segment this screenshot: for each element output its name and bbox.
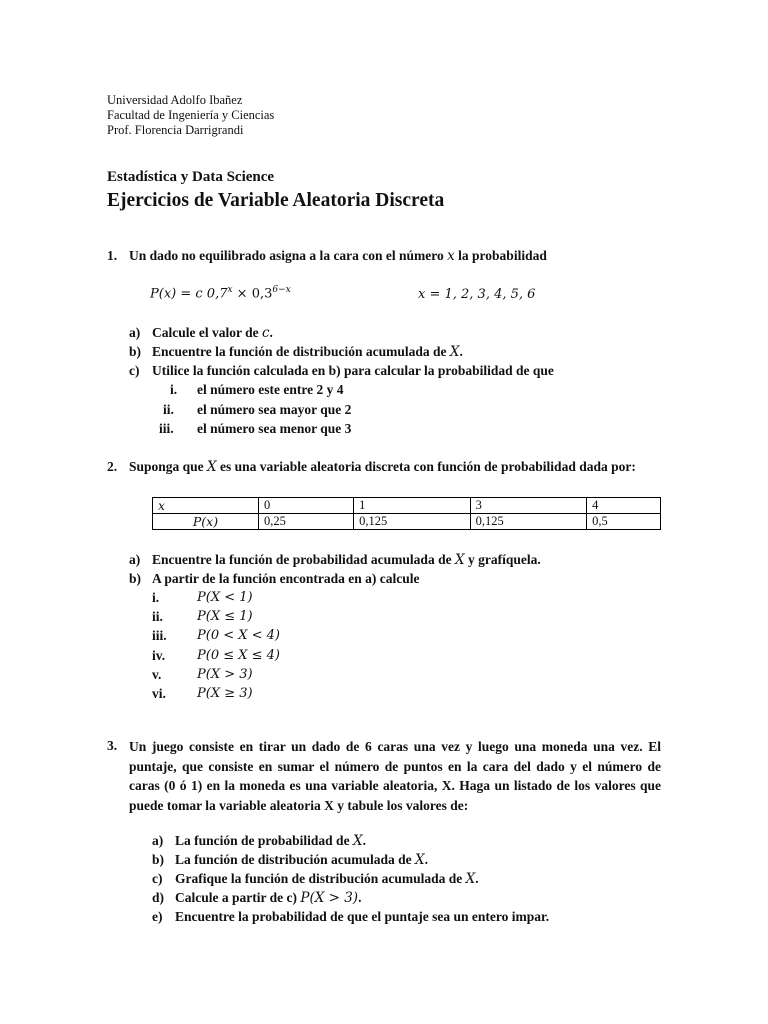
q1-number: 1. — [107, 248, 118, 263]
q2-number: 2. — [107, 459, 118, 474]
q3-item-e-label: e) — [152, 909, 163, 924]
table-header-px: P(x) — [153, 514, 259, 530]
q3-line: puntaje, que consiste en sumar el número de puntos en la cara del dado y el número de — [129, 758, 661, 774]
q1-subitem-label: ii. — [163, 402, 174, 417]
q1-domain: x = 1, 2, 3, 4, 5, 6 — [418, 287, 536, 302]
q2-subitem-expr: P(X ≥ 3) — [197, 686, 253, 701]
q2-subitem-label: iii. — [152, 628, 167, 643]
q3-line: Un juego consiste en tirar un dado de 6 caras una vez y luego una moneda una vez. El — [129, 739, 661, 754]
table-cell: 0,125 — [470, 514, 587, 530]
q3-item-d-label: d) — [152, 890, 165, 905]
q3-item-b: La función de distribución acumulada de X. — [175, 852, 429, 868]
table-cell: 0,125 — [354, 514, 471, 530]
table-cell: 4 — [587, 498, 661, 514]
q3-item-a: La función de probabilidad de X. — [175, 833, 366, 849]
professor-name: Prof. Florencia Darrigrandi — [107, 123, 244, 137]
q1-formula: P(x) = c $0,7^x \times 0,3^{6-x}$ — [150, 285, 291, 302]
q1-subitem: el número sea mayor que 2 — [197, 402, 352, 417]
q2-item-a: Encuentre la función de probabilidad acumulada de X y grafíquela. — [152, 552, 541, 568]
q2-item-b: A partir de la función encontrada en a) calcule — [152, 571, 420, 586]
table-cell: 1 — [354, 498, 471, 514]
q1-item-c-label: c) — [129, 363, 140, 378]
q2-subitem-expr: P(X > 3) — [197, 667, 253, 682]
q3-line: caras (0 ó 1) en la moneda es una variable aleatoria, X. Haga un listado de los valores que — [129, 778, 661, 794]
q2-subitem-label: i. — [152, 590, 160, 605]
q2-subitem-label: iv. — [152, 648, 166, 663]
q2-statement: Suponga que X es una variable aleatoria discreta con función de probabilidad dada por: — [129, 459, 636, 475]
q3-statement — [129, 737, 661, 815]
document-title: Ejercicios de Variable Aleatoria Discreta — [107, 190, 445, 211]
course-name: Estadística y Data Science — [107, 169, 275, 185]
q1-subitem-label: i. — [170, 382, 178, 397]
table-header-x: x — [153, 498, 259, 514]
q2-subitem-label: v. — [152, 667, 162, 682]
q1-statement: Un dado no equilibrado asigna a la cara con el número x la probabilidad — [129, 248, 547, 264]
q1-subitem: el número este entre 2 y 4 — [197, 382, 344, 397]
q3-item-d: Calcule a partir de c) P(X > 3). — [175, 890, 362, 906]
q3-item-c: Grafique la función de distribución acumulada de X. — [175, 871, 479, 887]
q2-subitem-label: ii. — [152, 609, 163, 624]
institution-name: Universidad Adolfo Ibañez — [107, 93, 243, 107]
table-row — [153, 514, 661, 530]
probability-table — [152, 497, 661, 530]
q2-subitem-expr: P(X ≤ 1) — [197, 609, 253, 624]
q3-item-c-label: c) — [152, 871, 163, 886]
table-cell: 0,25 — [259, 514, 354, 530]
q2-item-b-label: b) — [129, 571, 142, 586]
q3-line: puede tomar la variable aleatoria X y tabule los valores de: — [129, 797, 469, 813]
q1-item-c: Utilice la función calculada en b) para calcular la probabilidad de que — [152, 363, 554, 378]
q2-subitem-expr: P(0 ≤ X ≤ 4) — [197, 648, 281, 663]
q1-subitem: el número sea menor que 3 — [197, 421, 352, 436]
q1-item-b: Encuentre la función de distribución acumulada de X. — [152, 344, 463, 360]
table-row — [153, 498, 661, 514]
q1-item-a-label: a) — [129, 325, 141, 340]
q2-subitem-expr: P(0 < X < 4) — [197, 628, 281, 643]
q3-item-a-label: a) — [152, 833, 164, 848]
q3-number: 3. — [107, 738, 118, 753]
q2-subitem-expr: P(X < 1) — [197, 590, 253, 605]
table-cell: 0,5 — [587, 514, 661, 530]
q3-item-b-label: b) — [152, 852, 165, 867]
q1-subitem-label: iii. — [159, 421, 174, 436]
q2-item-a-label: a) — [129, 552, 141, 567]
q2-subitem-label: vi. — [152, 686, 166, 701]
q3-item-e: Encuentre la probabilidad de que el puntaje sea un entero impar. — [175, 909, 550, 924]
q1-item-b-label: b) — [129, 344, 142, 359]
table-cell: 0 — [259, 498, 354, 514]
table-cell: 3 — [470, 498, 587, 514]
q1-item-a: Calcule el valor de c. — [152, 325, 273, 341]
faculty-name: Facultad de Ingeniería y Ciencias — [107, 108, 275, 122]
